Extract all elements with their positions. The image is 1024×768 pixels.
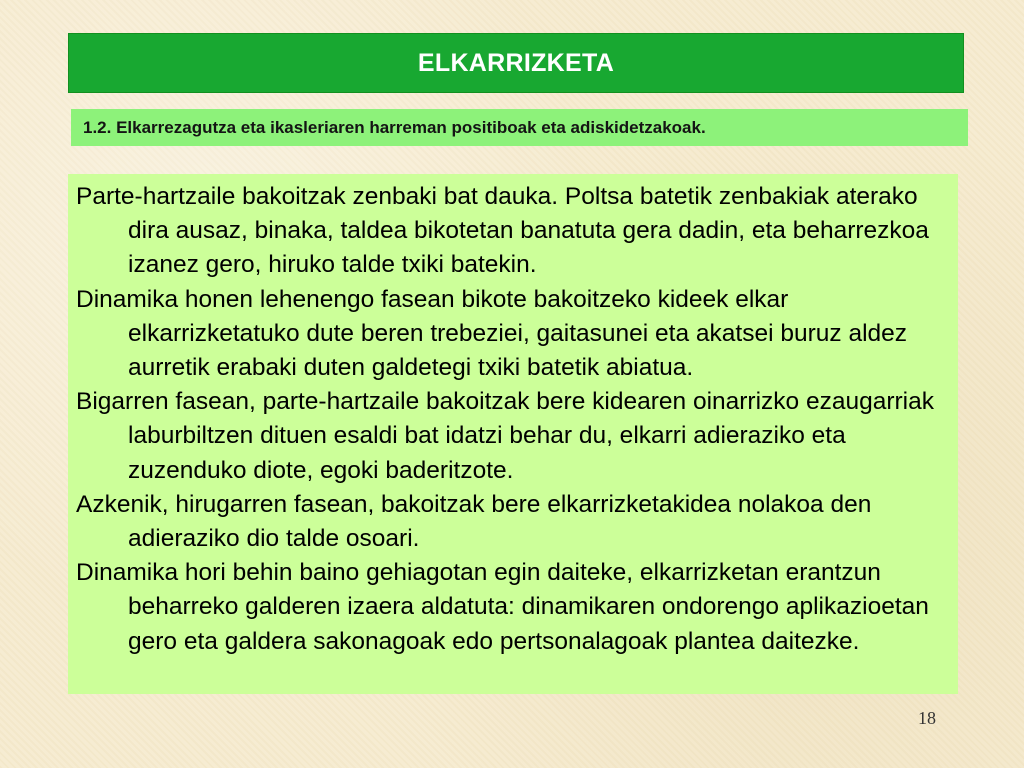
content-paragraph-list	[76, 180, 956, 659]
content-paragraph: Dinamika hori behin baino gehiagotan egin daiteke, elkarrizketan erantzun beharreko galderen izaera aldatuta: dinamikaren ondorengo aplikazioetan gero eta galdera sakonagoak edo pertsonalagoak plantea daitezke.	[76, 559, 929, 655]
slide-title-bar	[68, 33, 964, 93]
slide-subtitle-bar	[71, 109, 968, 146]
page-number: 18	[918, 708, 936, 728]
content-paragraph: Bigarren fasean, parte-hartzaile bakoitzak bere kidearen oinarrizko ezaugarriak laburbiltzen dituen esaldi bat idatzi behar du, elkarri adieraziko eta zuzenduko diote, egoki baderitzote.	[76, 388, 934, 484]
content-paragraph: Dinamika honen lehenengo fasean bikote bakoitzeko kideek elkar elkarrizketatuko dute beren trebeziei, gaitasunei eta akatsei buruz aldez aurretik erabaki duten galdetegi txiki batetik abiatua.	[76, 285, 908, 382]
content-paragraph: Azkenik, hirugarren fasean, bakoitzak bere elkarrizketakidea nolakoa den adieraziko dio talde osoari.	[76, 490, 872, 553]
slide-title: ELKARRIZKETA	[417, 48, 615, 77]
slide-subtitle: 1.2. Elkarrezagutza eta ikasleriaren harreman positiboak eta adiskidetzakoak.	[83, 117, 706, 137]
content-paragraph: Parte-hartzaile bakoitzak zenbaki bat dauka. Poltsa batetik zenbakiak aterako dira ausaz, binaka, taldea bikotetan banatuta gera dadin, eta beharrezkoa izanez gero, hiruko talde txiki batekin.	[76, 183, 929, 279]
